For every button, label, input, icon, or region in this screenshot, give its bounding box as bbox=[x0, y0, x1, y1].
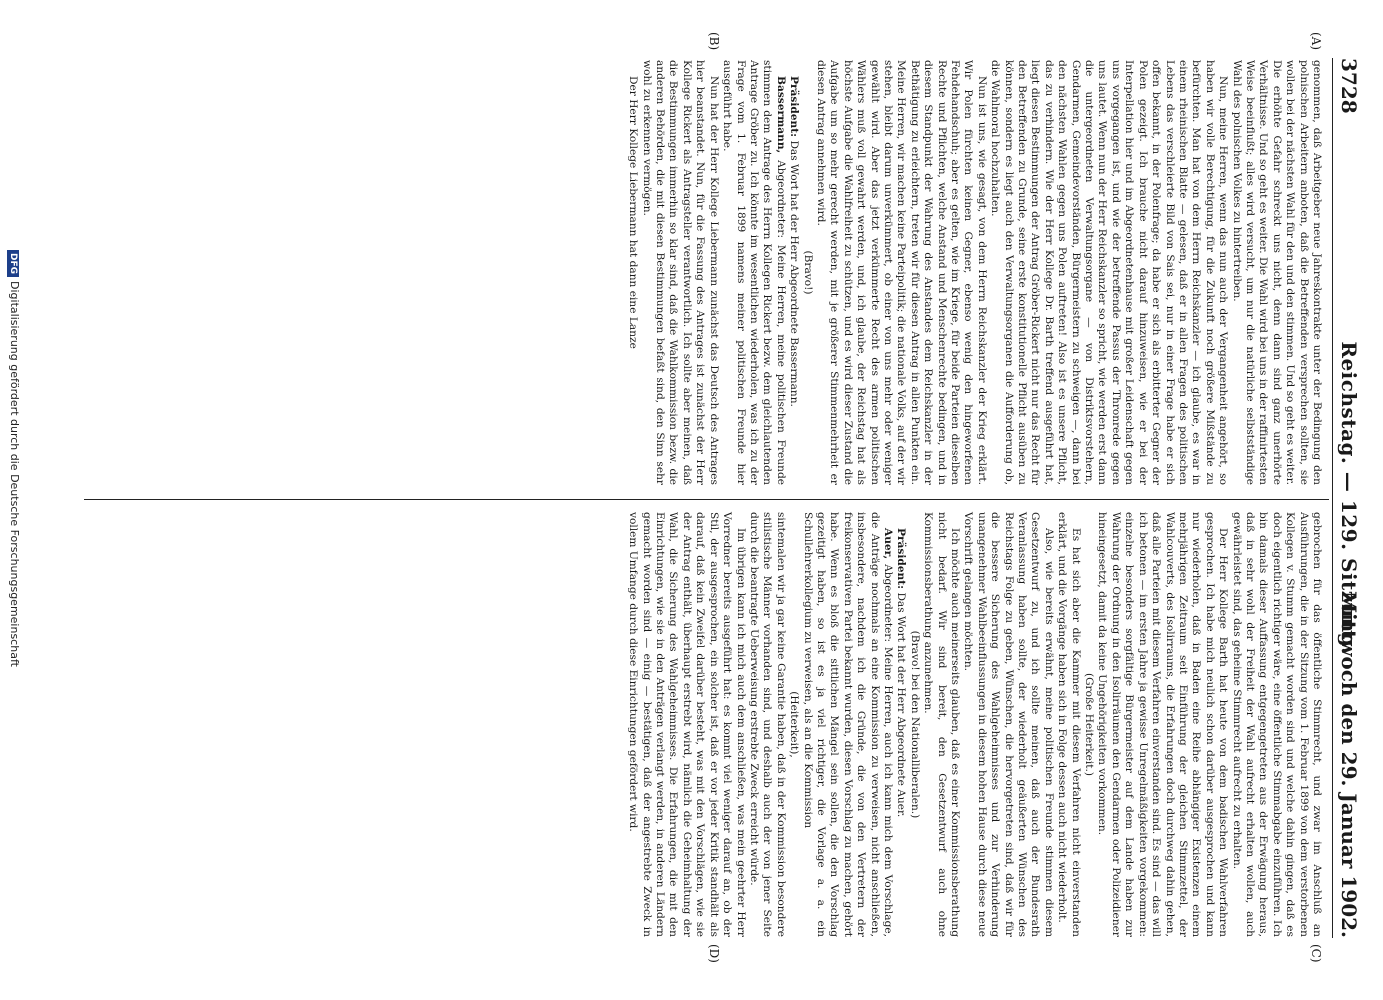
paragraph-text: gebrochen für das öffentliche Stimmrecht, und zwar im Anschluß an Ausführungen, die in der Sitzung vom 1. Februar 1899 von dem verstorbenen Kollegen v. Stumm gemacht worden sind und welche dahin gingen, daß es doch eigentlich richtiger wäre, eine öffentliche Stimmabgabe einzuführen. Ich bin damals dieser Auffassung entgegengetreten aus der Erwägung heraus, daß in sehr wohl der Freiheit der Wahl aufrecht erhalten wollen, auch gewährleistet sind, das geheime Stimmrecht aufrecht zu erhalten. bbox=[1230, 512, 1323, 937]
left-text-column bbox=[626, 60, 1323, 485]
paragraph-text: Das Wort hat der Herr Abgeordnete Auer. bbox=[895, 592, 908, 818]
header-rule bbox=[1332, 58, 1333, 938]
speaker-name: Präsident: bbox=[788, 76, 801, 138]
paragraph bbox=[961, 512, 1055, 937]
stage-direction: (Bravo!) bbox=[801, 250, 814, 295]
paragraph bbox=[814, 60, 988, 485]
credit-text: Digitalisierung gefördert durch die Deutsche Forschungsgemeinschaft bbox=[8, 281, 21, 667]
paragraph bbox=[1229, 512, 1323, 937]
paragraph bbox=[626, 60, 639, 485]
margin-mark-b: (B) bbox=[707, 32, 721, 51]
speech-paragraph bbox=[800, 512, 894, 937]
page-number: 3728 bbox=[1337, 58, 1361, 114]
speech-paragraph bbox=[720, 60, 787, 485]
paragraph bbox=[988, 60, 1229, 485]
paragraph bbox=[626, 512, 747, 937]
speaker-name: Präsident: bbox=[895, 528, 908, 590]
stage-direction: (Bravo! bei den Nationalliberalen.) bbox=[908, 630, 921, 819]
paragraph bbox=[1055, 512, 1082, 937]
speaker-name: Bassermann, bbox=[774, 76, 787, 154]
dfg-logo: DFG bbox=[7, 250, 19, 277]
margin-mark-a: (A) bbox=[1309, 32, 1323, 51]
right-text-column bbox=[626, 512, 1323, 937]
paragraph-text: Der Herr Kollege Liebermann hat dann eine Lanze bbox=[627, 76, 640, 349]
paragraph bbox=[639, 60, 719, 485]
paragraph bbox=[921, 512, 961, 937]
speech-paragraph bbox=[894, 512, 907, 937]
speaker-name: Auer, bbox=[882, 528, 894, 560]
paragraph-text: Abgeordneter: Meine Herren, auch ich kann mich dem Vorschlage, die Anträge nochmals an eine Kommission zu verweisen, nicht anschließen, insbesondere, nachdem ich die Gründe, die von den Vertretern der freikonservativen Partei bekannt wurden, diesen Vorschlag zu machen, gehört habe. Wenn es bloß die sittlichen Mängel sein sollen, die den Vorschlag gezeitigt haben, so ist es ja viel richtiger, die Vorlage a. a. ein Schullehrerkollegium zu verweisen, als an die Kommission bbox=[801, 512, 894, 938]
page-title: Reichstag. — 129. Sitzung. bbox=[1337, 341, 1361, 655]
paragraph-text: genommen, daß Arbeitgeber neue Jahreskontrakte unter der Bedingung den polnischen Arbeitern anboten, daß die Betreffenden versprechen sollten, sie wollen bei der nächsten Wahl für den und den stimmen. Und so geht es weiter. Die erhöhte Gefahr schreckt uns nicht, denn dann sind ganz unerhörte Verhältnisse. Und so geht es weiter. Die Wahl wird bei uns in der raffinirtesten Weise beeinflußt; alles wird versucht, um nur die natürliche selbstständige Wahl des polnischen Volkes zu hintertreiben. bbox=[1230, 60, 1323, 485]
paragraph-text: Nun ist uns, wie gesagt, von dem Herrn Reichskanzler der Krieg erklärt. Wir Polen fürchten keinen Gegner, ebenso wenig den hingeworfenen Fehdehandschuh; aber es gelten, wie im Kriege, für beide Parteien dieselben Rechte und Pflichten, welche Anstand und Menschenrechte bedingen, und in diesem Standpunkt der Wahrung des Anstandes dem Reichskanzler in der Bethätigung zu erleichtern, treten wir für diesen Antrag in allen Punkten ein. Meine Herren, wir machen keine Parteipolitik; die nationale Volks, auf der wir stehen, bleibt darum unverkümmert, ob einer von uns mehr oder weniger gewählt wird. Aber das jetzt verkümmerte Recht des armen politischen Wählers muß voll gewahrt werden, und, ich glaube, der Reichstag hat als höchste Aufgabe die Wahlfreiheit zu schützen, und es wird dieser Zustand die Aufgabe um so mehr gerecht werden, mit je größerer Stimmenmehrheit er diesen Antrag annehmen wird. bbox=[814, 60, 988, 485]
paragraph-text: Abgeordneter: Meine Herren, meine politischen Freunde stimmen dem Antrage des Herrn Kollegen Rickert bezw. dem gleichlautenden Antrage Gröber zu. Ich könnte im wesentlichen wiederholen, was ich zu der Frage vom 1. Februar 1899 namens meiner politischen Freunde hier ausgeführt habe. bbox=[721, 60, 787, 486]
page-header bbox=[1325, 58, 1365, 938]
stage-direction: (Große Heiterkeit.) bbox=[1083, 672, 1096, 777]
paragraph bbox=[747, 512, 787, 937]
digitization-credit bbox=[7, 250, 21, 950]
session-date: Mittwoch den 29. Januar 1902. bbox=[1337, 590, 1361, 938]
paragraph-text: Es hat sich aber die Kammer mit diesem Verfahren nicht einverstanden erklärt, und die Vorgänge haben sich in Folge dessen auch nicht wiederholt. bbox=[1056, 512, 1082, 937]
margin-mark-c: (C) bbox=[1309, 944, 1323, 963]
paragraph-text: Nun hat der Herr Kollege Liebermann zunächst das Deutsch des Antrages hier beanstandet. Nun, für die Fassung des Antrages ist zunächst der Herr Kollege Rickert als Antragsteller verantwortlich. Ich sollte aber meinen, daß die Bestimmungen immerhin so klar sind, daß die Wahlkommission bezw. die anderen Behörden, die mit diesen Bestimmungen befaßt sind, den Sinn sehr wohl zu erkennen vermögen. bbox=[640, 60, 720, 485]
margin-mark-d: (D) bbox=[707, 944, 721, 963]
paragraph-text: Das Wort hat der Herr Abgeordnete Bassermann. bbox=[788, 140, 801, 407]
speech-paragraph bbox=[787, 60, 800, 485]
paragraph bbox=[1229, 60, 1323, 485]
column-divider bbox=[84, 499, 1329, 500]
paragraph-text: Ich möchte auch meinerseits glauben, daß es einer Kommissionsberathung nicht bedarf. Wir sind bereit, den Gesetzentwurf auch ohne Kommissionsberathung anzunehmen. bbox=[922, 512, 962, 937]
paragraph-text: Also, wie bereits erwähnt, meine politischen Freunde stimmen diesem Gesetzentwurf zu, und ich sollte meinen, daß auch der Bundesrath Veranlassung haben sollte, der wiederholt geäußerten Wünschen des Reichstags Folge zu geben, Wünschen, die hervorgetreten sind, daß wir für die bessere Sicherung des Wahlgeheimnisses und zur Verhinderung unangenehmer Wahlbeeinflussungen in diesem hohen Hause durch diese neue Vorschrift gelangen möchten. bbox=[962, 512, 1055, 937]
paragraph bbox=[1095, 512, 1229, 937]
paragraph-text: Nun, meine Herren, wenn das nun auch der Vergangenheit angehört, so haben wir volle Berechtigung, für die Zukunft noch größere Mißstände zu befürchten. Man hat von dem Herrn Reichskanzler — ich glaube, es war in einem rheinischen Blatte — gelesen, daß er in allen Fragen des politischen Lebens das verschleierte Bild von Sais sei, nur in einer Frage habe er sich offen bekannt, in der Polenfrage; da habe er sich als erbitterter Gegner der Polen gezeigt. Ich brauche nicht darauf hinzuweisen, wie er bei der Interpellation hier und im Abgeordnetenhause mit großer Leidenschaft gegen uns vorgegangen ist, und wie der betreffende Passus der Thronrede gegen uns lautet. Wenn nun der Herr Reichskanzler so spricht, wie werden erst dann die untergeordneten Verwaltungsorgane — von Distriktsvorstehern, Gendarmen, Gemeindevorständen, Bürgermeistern zu schweigen —, dann bei den nächsten Wahlen gegen uns Polen auftreten! Also ist es unsere Pflicht, das zu verhindern. Wie der Herr Kollege Dr. Barth treffend ausgeführt hat, liegt diesen Bestimmungen der Antrag Gröber-Rickert nicht nur das Recht für den Betreffenden zu Grunde, seine erste konstitutionelle Pflicht ausüben zu können, sondern es liegt auch den Verwaltungsorganen die Aufforderung ob, die Wahlmoral hochzuhalten. bbox=[989, 60, 1230, 485]
paragraph-text: Der Herr Kollege Barth hat heute von dem badischen Wahlverfahren gesprochen. Ich habe mich neulich schon darüber ausgesprochen und kann nur wiederholen, daß in Baden eine Reihe abhängiger Existenzen einem mehrjährigen Zeitraum seit Einführung der gleichen Stimmzettel, der Wahlcouverts, des Isolirraums, die Erfahrungen doch durchweg dahin gehen, daß alle Parteien mit diesem Verfahren einverstanden sind. Es sind — das will ich betonen — im ersten Jahre ja gewisse Unregelmäßigkeiten vorgekommen: einzelne besonders sorgfältige Bürgermeister auf dem Lande haben zur Wahrung der Ordnung in den Isolirräumen den Gendarmen oder Polizeidiener hineingesetzt, damit da keine Ungehörigkeiten vorkommen. bbox=[1096, 512, 1230, 937]
stage-direction: (Heiterkeit), bbox=[788, 691, 801, 758]
paragraph-text: sintemalen wir ja gar keine Garantie haben, daß in der Kommission besondere stilistische Männer vorhanden sind, und deshalb auch der von jener Seite durch die beantragte Ueberweisung erstrebte Zweck erreicht würde. bbox=[747, 512, 787, 937]
paragraph-text: Im übrigen kann ich mich auch dem anschließen, was mein geehrter Herr Vorredner bereits ausgeführt hat: es kommt viel weniger darauf an, ob der Stil, der ausgesprochen, ein solcher ist, daß er vor jeder Kritik standhält als darauf, daß kein Zweifel darüber besteht, was mit den Vorschlägen, wie sie der Antrag enthält, überhaupt erstrebt wird, nämlich die Geheimhaltung der Wahl, die Sicherung des Wahlgeheimnisses. Die Erfahrungen, die mit den Einrichtungen, wie sie in den Anträgen verlangt werden, in anderen Ländern gemacht worden sind — einig — bestätigen, daß der angestrebte Zweck in vollem Umfange durch diese Einrichtungen gefördert wird. bbox=[627, 512, 747, 937]
